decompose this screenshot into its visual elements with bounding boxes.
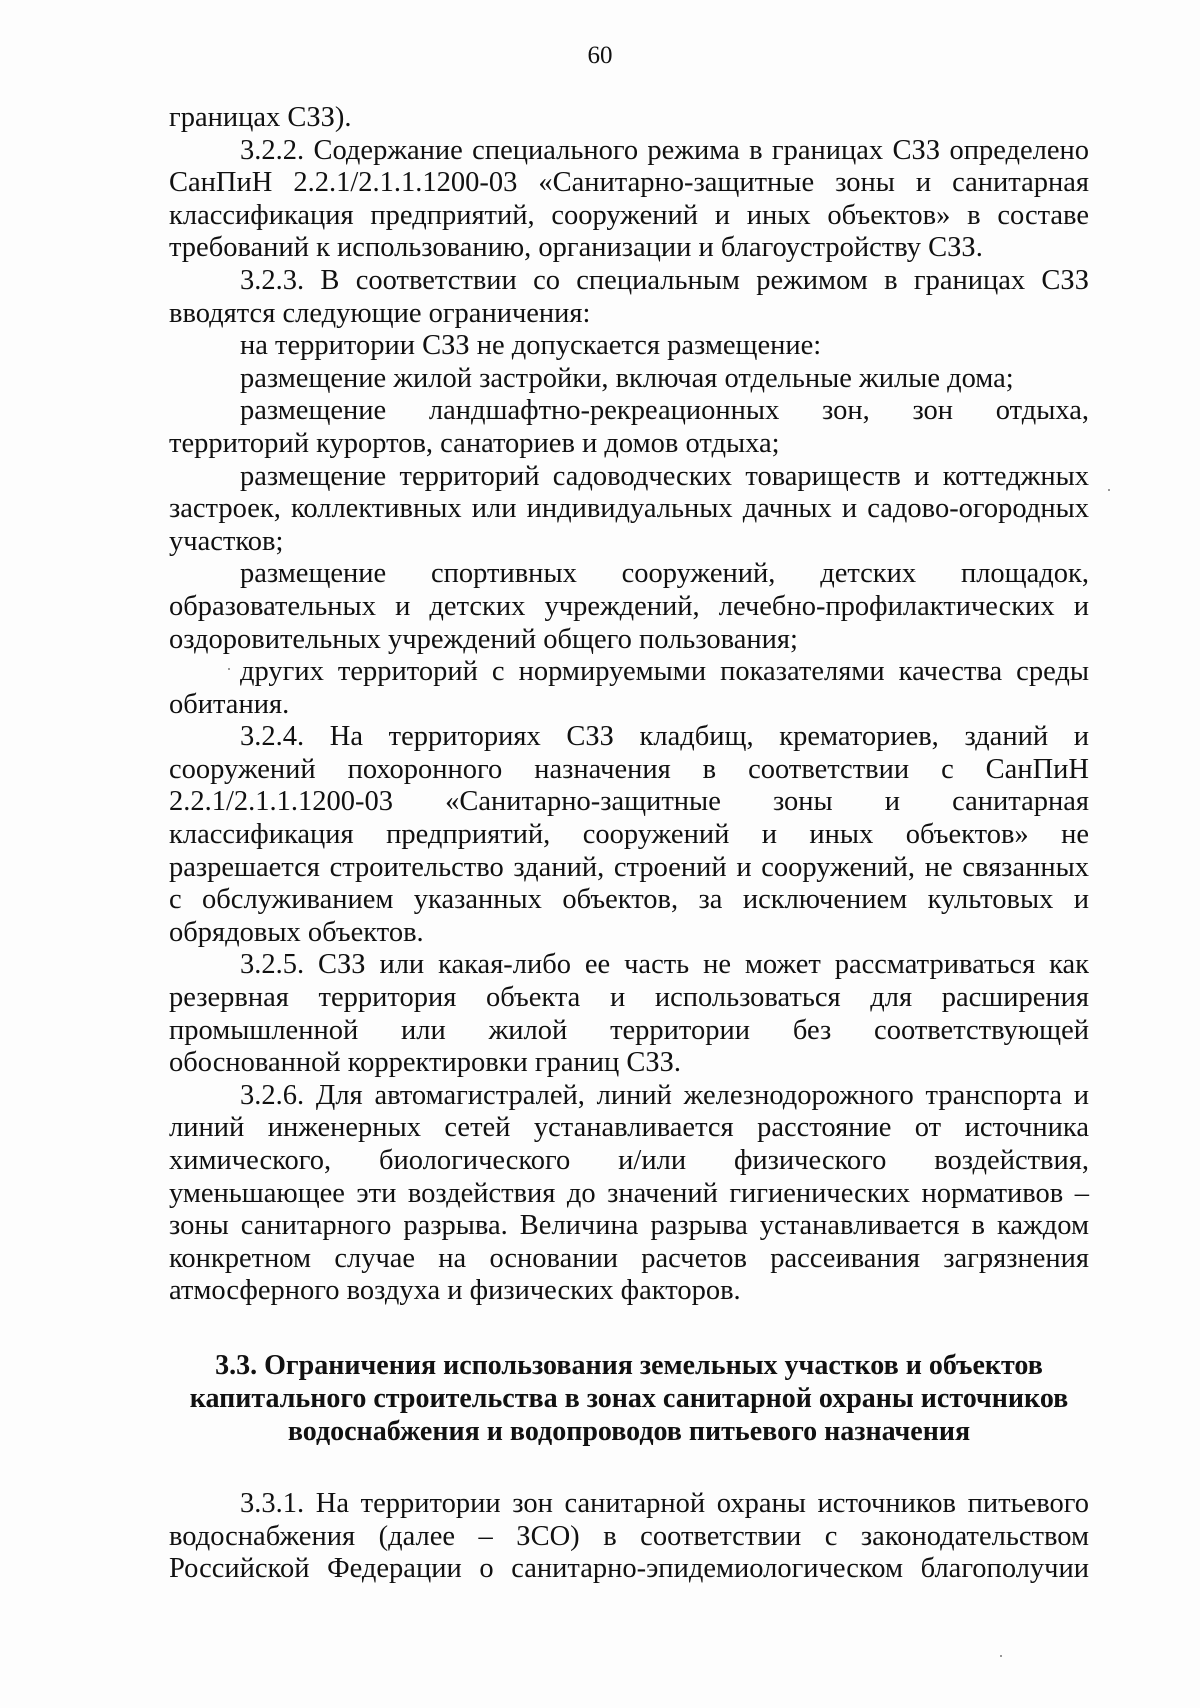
- scan-speck: [228, 668, 230, 670]
- paragraph: границах СЗЗ).: [169, 102, 352, 133]
- paragraph: 3.2.3. В соответствии со специальным режимом в границах СЗЗ вводятся следующие ограничения:: [169, 264, 1089, 329]
- section-heading-line: 3.3. Ограничения использования земельных участков и объектов: [215, 1350, 1043, 1381]
- section-body-text: [169, 1488, 1089, 1586]
- paragraph: 3.2.4. На территориях СЗЗ кладбищ, крематориев, зданий и сооружений похоронного назначения в соответствии с СанПиН 2.2.1/2.1.1.1200-03 «Санитарно-защитные зоны и санитарная классификация предприятий, сооружений и иных объектов» не разрешается строительство зданий, строений и сооружений, не связанных с обслуживанием указанных объектов, за исключением культовых и обрядовых объектов.: [169, 721, 1089, 948]
- section-heading: [169, 1349, 1089, 1448]
- paragraph: на территории СЗЗ не допускается размещение:: [240, 330, 822, 362]
- paragraph: размещение спортивных сооружений, детских площадок, образовательных и детских учреждений, лечебно-профилактических и оздоровительных учреждений общего пользования;: [169, 558, 1089, 655]
- paragraph: размещение ландшафтно-рекреационных зон, зон отдыха, территорий курортов, санаториев и домов отдыха;: [169, 395, 1089, 459]
- paragraph: размещение жилой застройки, включая отдельные жилые дома;: [240, 362, 1014, 394]
- page-number: 60: [587, 42, 613, 69]
- paragraph: размещение территорий садоводческих товариществ и коттеджных застроек, коллективных или индивидуальных дачных и садово-огородных участков;: [169, 460, 1089, 557]
- section-heading-line: водоснабжения и водопроводов питьевого назначения: [287, 1416, 971, 1447]
- paragraph: 3.2.2. Содержание специального режима в границах СЗЗ определено СанПиН 2.2.1/2.1.1.1200-03 «Санитарно-защитные зоны и санитарная классификация предприятий, сооружений и иных объектов» в составе требований к использованию, организации и благоустройству СЗЗ.: [169, 134, 1089, 264]
- paragraph: других территорий с нормируемыми показателями качества среды обитания.: [169, 656, 1089, 720]
- scan-speck: [1000, 1655, 1002, 1657]
- paragraph: 3.2.6. Для автомагистралей, линий железнодорожного транспорта и линий инженерных сетей устанавливается расстояние от источника химического, биологического и/или физического воздействия, уменьшающее эти воздействия до значений гигиенических нормативов – зоны санитарного разрыва. Величина разрыва устанавливается в каждом конкретном случае на основании расчетов рассеивания загрязнения атмосферного воздуха и физических факторов.: [169, 1079, 1089, 1307]
- body-text: [169, 102, 1089, 1308]
- scan-speck: [1108, 489, 1110, 491]
- paragraph: 3.3.1. На территории зон санитарной охраны источников питьевого водоснабжения (далее – ЗСО) в соответствии с законодательством Российской Федерации о санитарно-эпидемиологическом благополучии: [169, 1488, 1089, 1585]
- section-heading-line: капитального строительства в зонах санитарной охраны источников: [189, 1383, 1069, 1414]
- paragraph: 3.2.5. СЗЗ или какая-либо ее часть не может рассматриваться как резервная территория объекта и использоваться для расширения промышленной или жилой территории без соответствующей обоснованной корректировки границ СЗЗ.: [169, 949, 1089, 1079]
